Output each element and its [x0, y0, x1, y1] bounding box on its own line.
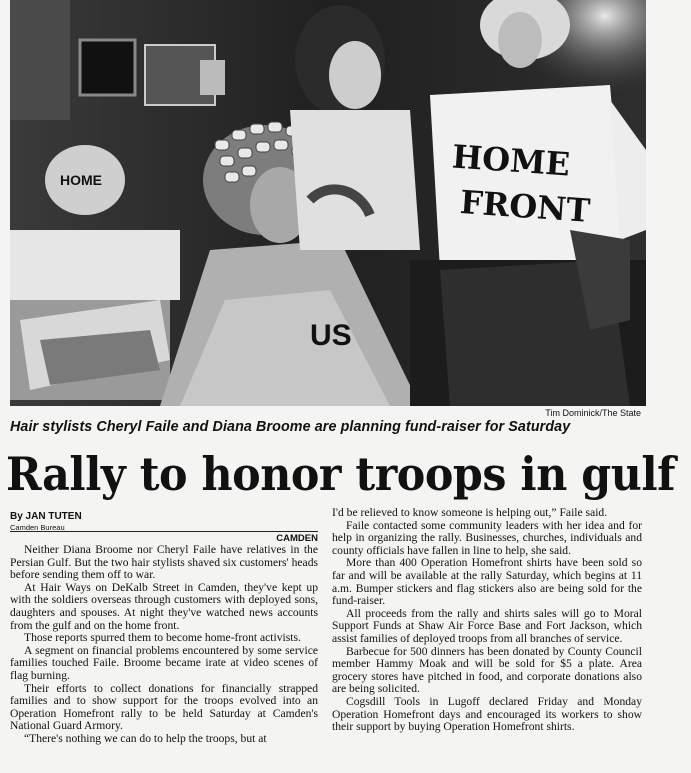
news-photo	[10, 0, 646, 406]
dateline: CAMDEN	[10, 531, 318, 544]
paragraph: Barbecue for 500 dinners has been donated by County Council member Hammy Moak and will be sold for $5 a plate. Area grocery stores have pitched in food, and corporate donations also are being solicited.	[332, 644, 642, 696]
paragraph: Those reports spurred them to become home-front activists.	[24, 631, 301, 645]
article-column-2	[332, 507, 642, 773]
article-column-1	[10, 531, 318, 773]
paragraph: A segment on financial problems encountered by some service families touched Faile. Broome became irate at video scenes of flag burning.	[10, 643, 318, 682]
paragraph-continued: I'd be relieved to know someone is helping out,” Faile said.	[332, 507, 608, 519]
photo-illustration	[10, 0, 646, 406]
paragraph: More than 400 Operation Homefront shirts have been sold so far and will be available at the rally Saturday, which begins at 11 a.m. Bumper stickers and flag stickers also are being sold for the fund-raiser.	[332, 556, 642, 608]
paragraph: All proceeds from the rally and shirts sales will go to Moral Support Funds at Shaw Air Force Base and Fort Jackson, which assist families of deployed troops from all branches of service.	[332, 606, 642, 645]
photo-credit: Tim Dominick/The State	[545, 408, 641, 418]
paragraph: “There's nothing we can do to help the troops, but at	[24, 731, 267, 745]
background-shirt-text: HOME	[60, 172, 102, 188]
headline: Rally to honor troops in gulf	[6, 447, 676, 501]
shirt-text-front: FRONT	[458, 182, 592, 230]
shirt-text-home: HOME	[450, 137, 572, 184]
paragraph: Their efforts to collect donations for financially strapped families and to show support for the troops evolved into an Operation Homefront rally to be held Saturday at Camden's National Guard Armory.	[10, 681, 318, 733]
paragraph: At Hair Ways on DeKalb Street in Camden, they've kept up with the soldiers overseas through customers with deployed sons, daughters and spouses. At night they've watched news accounts from the gulf and on the home front.	[10, 580, 318, 632]
paragraph: Cogsdill Tools in Lugoff declared Friday and Monday Operation Homefront days and encouraged its workers to show their support by buying Operation Homefront shirts.	[332, 694, 642, 734]
chair-shirt-text: US	[310, 319, 352, 352]
paragraph: Neither Diana Broome nor Cheryl Faile have relatives in the Persian Gulf. But the two hair stylists shaved six customers' heads before sending them off to war.	[10, 543, 318, 582]
photo-caption: Hair stylists Cheryl Faile and Diana Broome are planning fund-raiser for Saturday	[10, 419, 571, 435]
byline-bureau: Camden Bureau	[10, 523, 65, 532]
byline-author: By JAN TUTEN	[10, 511, 82, 522]
paragraph: Faile contacted some community leaders with her idea and for help in organizing the rally. Businesses, churches, individuals and county officials have fallen in line to help, she said.	[332, 518, 642, 557]
